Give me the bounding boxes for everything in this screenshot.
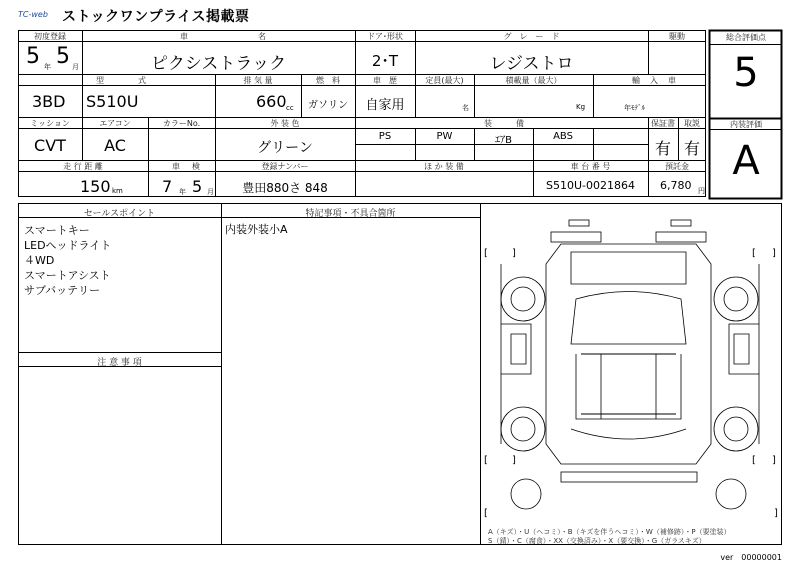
equipment-item-3: ｴｱB — [495, 135, 512, 146]
inspection-year-unit: 年 — [179, 188, 186, 196]
deposit-unit: 円 — [698, 187, 705, 195]
first-reg-month-unit: 月 — [72, 63, 79, 71]
capacity-label: 定員(最大) — [425, 76, 464, 85]
inspection-year: 7 — [162, 177, 173, 196]
inspection-month: 5 — [192, 177, 203, 196]
warranty: 有 — [654, 139, 671, 158]
model-label-b: 式 — [138, 76, 146, 85]
damage-legend-line-2: S（錆）・C（腐食）・XX（交換済み）・X（要交換）・G（ガラスキズ） — [488, 537, 706, 545]
first-registration-label: 初度登録 — [34, 32, 66, 41]
interior-score: A — [732, 138, 760, 184]
first-reg-year-unit: 年 — [44, 63, 51, 71]
mission-label: ミッション — [30, 119, 70, 128]
other-equipment-label: ほ か 装 備 — [424, 162, 464, 171]
fuel-label: 燃 料 — [316, 76, 340, 85]
bracket-open-bottom-right: [ — [752, 455, 756, 466]
model-prefix: 3BD — [32, 92, 66, 111]
equipment-label-b: 備 — [516, 119, 524, 128]
mileage-unit: km — [112, 187, 123, 195]
model-label-a: 型 — [96, 76, 104, 85]
displacement-label: 排 気 量 — [243, 76, 273, 85]
displacement: 660 — [256, 92, 287, 111]
sales-point-item: スマートキー — [24, 224, 90, 237]
usage-label: 車 歴 — [373, 76, 397, 85]
sales-point-item: スマートアシスト — [24, 269, 111, 282]
bracket-close-bottom-right: ] — [772, 455, 776, 466]
chassis-number: S510U-0021864 — [546, 179, 635, 192]
manual-label: 取説 — [684, 119, 700, 128]
exterior-color: グリーン — [257, 140, 313, 156]
chassis-no-label: 車 台 番 号 — [570, 162, 611, 171]
import-unit: 年ﾓﾃﾞﾙ — [624, 104, 645, 112]
inspection-label-b: 検 — [192, 162, 200, 171]
door-type-label: ドア･形状 — [367, 32, 403, 41]
notes-label: 注 意 事 項 — [97, 358, 142, 368]
remarks-text: 内装外装小A — [225, 223, 288, 236]
mileage-label: 走 行 距 離 — [63, 162, 103, 171]
import-label-c: 車 — [668, 76, 676, 85]
vehicle-damage-diagram — [481, 204, 781, 544]
bracket-close-top-right: ] — [772, 248, 776, 259]
grade-label: グ レ ー ド — [503, 32, 560, 41]
version-label: ver 00000001 — [720, 553, 782, 562]
equipment-label-a: 装 — [484, 119, 492, 128]
warranty-label: 保証書 — [651, 119, 675, 128]
exterior-color-label: 外 装 色 — [270, 119, 300, 128]
aircon-label: エアコン — [99, 119, 131, 128]
capacity-unit: 名 — [462, 104, 469, 112]
car-name-label-a: 車 — [180, 32, 188, 41]
bracket-open-bottom-left: [ — [484, 455, 488, 466]
overall-score: 5 — [733, 50, 759, 96]
bracket-close-top-left: ] — [512, 248, 516, 259]
first-reg-year: 5 — [26, 44, 40, 69]
equipment-item-4: ABS — [553, 131, 573, 142]
displacement-unit: cc — [286, 104, 294, 112]
load-label: 積載量（最大） — [505, 76, 562, 85]
interior-score-label: 内装評価 — [730, 120, 762, 129]
inspection-month-unit: 月 — [207, 188, 214, 196]
first-reg-month: 5 — [56, 44, 70, 69]
sales-point-item: LEDヘッドライト — [24, 239, 112, 252]
brand-logo: TC-web — [18, 10, 48, 19]
door-type: 2･T — [371, 52, 399, 70]
sales-point-item: ４WD — [24, 254, 55, 267]
plate-number: 豊田880さ 848 — [242, 181, 328, 195]
sales-point-item: サブバッテリー — [24, 284, 101, 297]
bracket-open-top-left: [ — [484, 248, 488, 259]
import-label-b: 入 — [650, 76, 658, 85]
inspection-label-a: 車 — [172, 162, 180, 171]
car-name-label-b: 名 — [258, 32, 266, 41]
car-name: ピクシストラック — [150, 54, 287, 74]
fuel: ガソリン — [308, 100, 348, 111]
bracket-close-bottom-left: ] — [512, 455, 516, 466]
deposit-amount: 6,780 — [660, 179, 692, 192]
mileage: 150 — [80, 177, 111, 196]
drive-label: 駆動 — [669, 32, 685, 41]
bracket-open-top-right: [ — [752, 248, 756, 259]
document-title: ストックワンプライス掲載票 — [62, 9, 250, 25]
aircon: AC — [104, 136, 126, 155]
plate-label: 登録ナンバー — [261, 162, 309, 171]
usage: 自家用 — [365, 98, 405, 113]
sales-points-label: セールスポイント — [83, 209, 156, 219]
equipment-item-1: PS — [378, 131, 392, 142]
remarks-label: 特記事項・不具合箇所 — [305, 209, 396, 219]
manual: 有 — [683, 139, 700, 158]
overall-score-label: 総合評価点 — [726, 33, 766, 42]
mission: CVT — [34, 136, 66, 155]
damage-legend-line-1: A（キズ）・U（ヘコミ）・B（キズを伴うヘコミ）・W（補修跡）・P（要塗装） — [488, 528, 731, 536]
grade: レジストロ — [489, 54, 574, 74]
equipment-item-2: PW — [436, 131, 453, 142]
model: S510U — [86, 92, 139, 111]
bracket-open-bottom: [ — [484, 508, 488, 519]
load-unit: Kg — [576, 103, 586, 111]
bracket-close-bottom: ] — [774, 508, 778, 519]
color-no-label: カラーNo. — [162, 119, 201, 128]
import-label-a: 輸 — [632, 76, 640, 85]
deposit-label: 預託金 — [665, 162, 689, 171]
